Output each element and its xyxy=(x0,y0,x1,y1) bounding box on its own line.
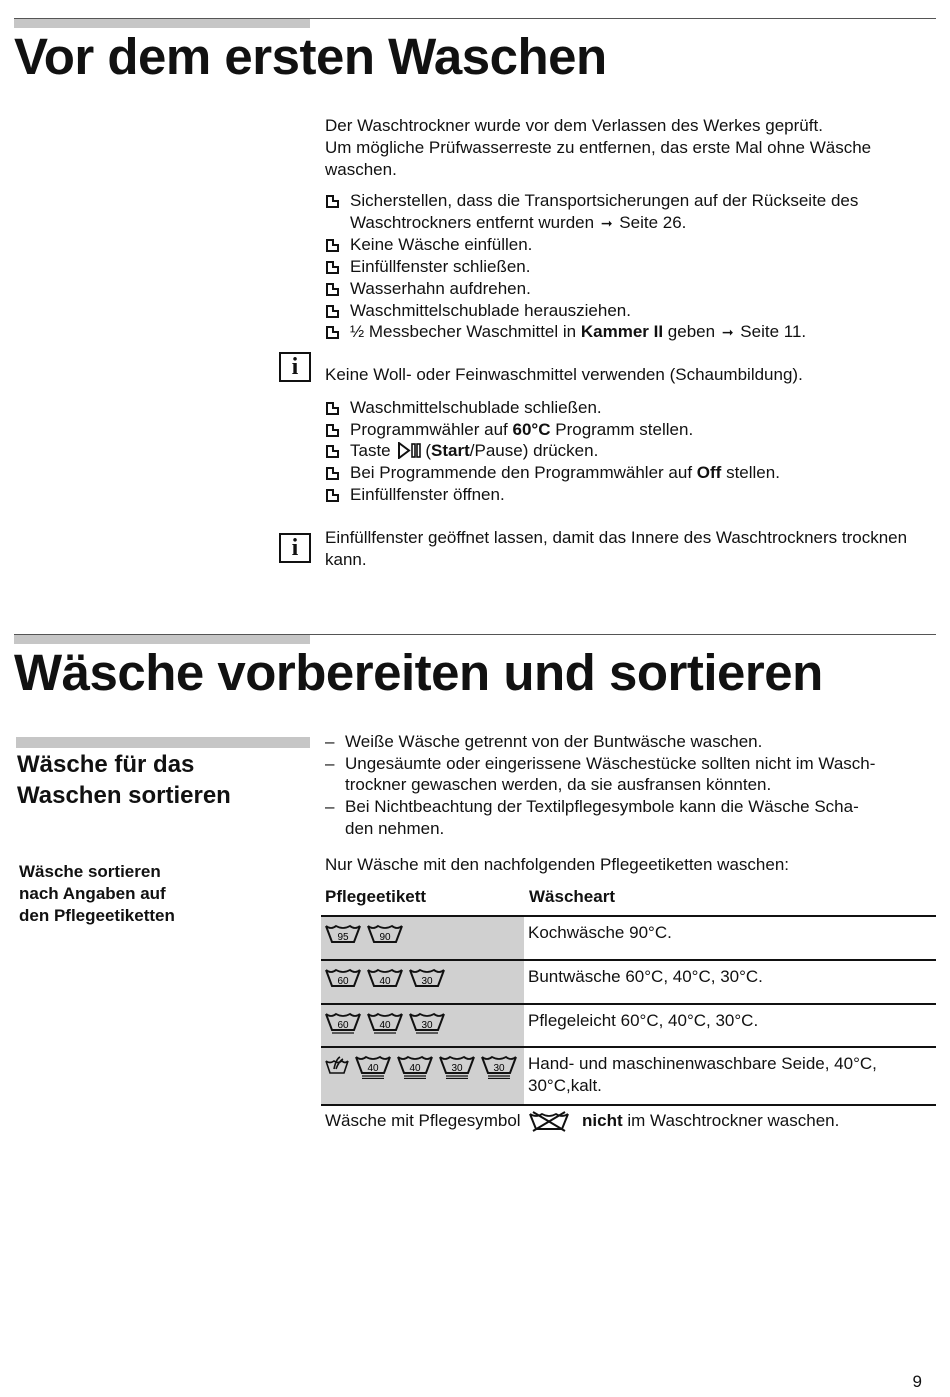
table-row xyxy=(321,959,936,1004)
list-item: Einfüllfenster schließen. xyxy=(325,256,936,278)
wash-temperature-label: 40 xyxy=(409,1063,421,1074)
table-row xyxy=(321,1046,936,1105)
wash-tub-icon xyxy=(480,1053,518,1079)
checkbox-bullet-icon xyxy=(326,424,339,437)
wash-temperature-label: 60 xyxy=(337,976,349,987)
arrow-right-icon: ➞ xyxy=(600,214,613,231)
subheading-accent-bar xyxy=(16,737,310,748)
list-item: Wasserhahn aufdrehen. xyxy=(325,278,936,300)
laundry-type-cell: Pflegeleicht 60°C, 40°C, 30°C. xyxy=(528,1011,759,1030)
list-item: Taste (Start/Pause) drücken. xyxy=(325,440,936,462)
wash-tub-icon xyxy=(366,1010,404,1036)
wash-tub-icon xyxy=(396,1053,434,1079)
care-symbol-cell xyxy=(321,917,524,960)
info-icon: i xyxy=(279,533,311,563)
heading-rule xyxy=(14,634,936,635)
list-item: Programmwähler auf 60°C Programm stellen. xyxy=(325,419,936,441)
no-wash-symbol-icon xyxy=(527,1110,571,1132)
laundry-type-cell: Buntwäsche 60°C, 40°C, 30°C. xyxy=(528,967,763,986)
page-number: 9 xyxy=(912,1372,922,1391)
wash-temperature-label: 40 xyxy=(379,1020,391,1031)
wash-temperature-label: 40 xyxy=(367,1063,379,1074)
wash-temperature-label: 60 xyxy=(337,1020,349,1031)
care-symbol-cell xyxy=(321,1048,524,1105)
wash-temperature-label: 90 xyxy=(379,932,391,943)
page-reference: Seite 11. xyxy=(740,322,807,342)
intro-line: Um mögliche Prüfwasserreste zu entfernen, das erste Mal ohne Wäsche xyxy=(325,138,872,157)
wash-tub-icon xyxy=(324,1010,362,1036)
intro-line: Der Waschtrockner wurde vor dem Verlassen des Werkes geprüft. xyxy=(325,116,823,135)
checkbox-bullet-icon xyxy=(326,489,339,502)
heading-accent-bar xyxy=(14,634,310,644)
wash-temperature-label: 40 xyxy=(379,976,391,987)
wash-tub-icon xyxy=(354,1053,392,1079)
wash-tub-icon xyxy=(438,1053,476,1079)
wash-tub-icon xyxy=(324,922,362,948)
checkbox-bullet-icon xyxy=(326,445,339,458)
laundry-type-cell: Hand- und maschinenwaschbare Seide, 40°C, 30°C,kalt. xyxy=(528,1054,877,1095)
wash-temperature-label: 30 xyxy=(421,976,433,987)
heading-rule xyxy=(14,18,936,19)
column-header-laundry-type: Wäscheart xyxy=(529,887,615,906)
care-symbol-cell xyxy=(321,1005,524,1048)
steps-list-b xyxy=(325,397,936,506)
side-heading: Wäsche sortieren nach Angaben auf den Pflegeetiketten xyxy=(19,862,175,925)
list-item: ½ Messbecher Waschmittel in Kammer II geben ➞ Seite 11. xyxy=(325,321,936,344)
wash-temperature-label: 95 xyxy=(337,932,349,943)
list-item: Waschmittelschublade schließen. xyxy=(325,397,936,419)
table-row xyxy=(321,1003,936,1048)
wash-tub-icon xyxy=(324,966,362,992)
checkbox-bullet-icon xyxy=(326,467,339,480)
table-row xyxy=(321,915,936,960)
arrow-right-icon: ➞ xyxy=(721,324,734,341)
start-pause-icon xyxy=(397,442,423,459)
table-intro: Nur Wäsche mit den nachfolgenden Pflegeetiketten waschen: xyxy=(325,855,789,874)
checkbox-bullet-icon xyxy=(326,402,339,415)
list-item: – Weiße Wäsche getrennt von der Buntwäsche waschen. xyxy=(325,731,936,753)
table-bottom-rule xyxy=(321,1104,936,1106)
list-item: Einfüllfenster öffnen. xyxy=(325,484,936,506)
list-item: Waschmittelschublade herausziehen. xyxy=(325,300,936,322)
column-header-care-label: Pflegeetikett xyxy=(325,887,427,906)
checkbox-bullet-icon xyxy=(326,239,339,252)
page-reference: Seite 26. xyxy=(619,212,687,232)
intro-paragraph xyxy=(325,115,936,181)
intro-line: waschen. xyxy=(325,160,397,179)
checkbox-bullet-icon xyxy=(326,283,339,296)
checkbox-bullet-icon xyxy=(326,195,339,208)
wash-tub-icon xyxy=(408,966,446,992)
care-symbol-cell xyxy=(321,961,524,1004)
checkbox-bullet-icon xyxy=(326,326,339,339)
wash-tub-icon xyxy=(408,1010,446,1036)
checkbox-bullet-icon xyxy=(326,305,339,318)
hand-wash-icon xyxy=(324,1053,350,1079)
section-title: Vor dem ersten Waschen xyxy=(14,28,607,85)
info-note: Keine Woll- oder Feinwaschmittel verwenden (Schaumbildung). xyxy=(325,365,803,384)
laundry-type-cell: Kochwäsche 90°C. xyxy=(528,923,672,942)
list-item: Bei Programmende den Programmwähler auf Off stellen. xyxy=(325,462,936,484)
list-item: Keine Wäsche einfüllen. xyxy=(325,234,936,256)
wash-temperature-label: 30 xyxy=(493,1063,505,1074)
wash-temperature-label: 30 xyxy=(451,1063,463,1074)
wash-tub-icon xyxy=(366,922,404,948)
checkbox-bullet-icon xyxy=(326,261,339,274)
section-title: Wäsche vorbereiten und sortieren xyxy=(14,644,823,701)
table-footer-note: Wäsche mit Pflegesymbol nicht im Waschtrockner waschen. xyxy=(325,1111,840,1130)
steps-list-a xyxy=(325,190,936,344)
list-item: – Ungesäumte oder eingerissene Wäschestücke sollten nicht im Wasch- trockner gewaschen werden, da sie ausfransen könnten. xyxy=(325,753,936,796)
heading-accent-bar xyxy=(14,18,310,28)
wash-tub-icon xyxy=(366,966,404,992)
subsection-title: Wäsche für das Waschen sortieren xyxy=(17,751,231,809)
info-note: Einfüllfenster geöffnet lassen, damit das Innere des Waschtrockners trocknen kann. xyxy=(325,528,908,569)
list-item: – Bei Nichtbeachtung der Textilpflegesymbole kann die Wäsche Scha- den nehmen. xyxy=(325,796,936,839)
list-item: Sicherstellen, dass die Transportsicherungen auf der Rückseite des Waschtrockners entfernt wurden ➞ Seite 26. xyxy=(325,190,936,234)
wash-temperature-label: 30 xyxy=(421,1020,433,1031)
dash-list xyxy=(325,731,936,840)
info-icon: i xyxy=(279,352,311,382)
